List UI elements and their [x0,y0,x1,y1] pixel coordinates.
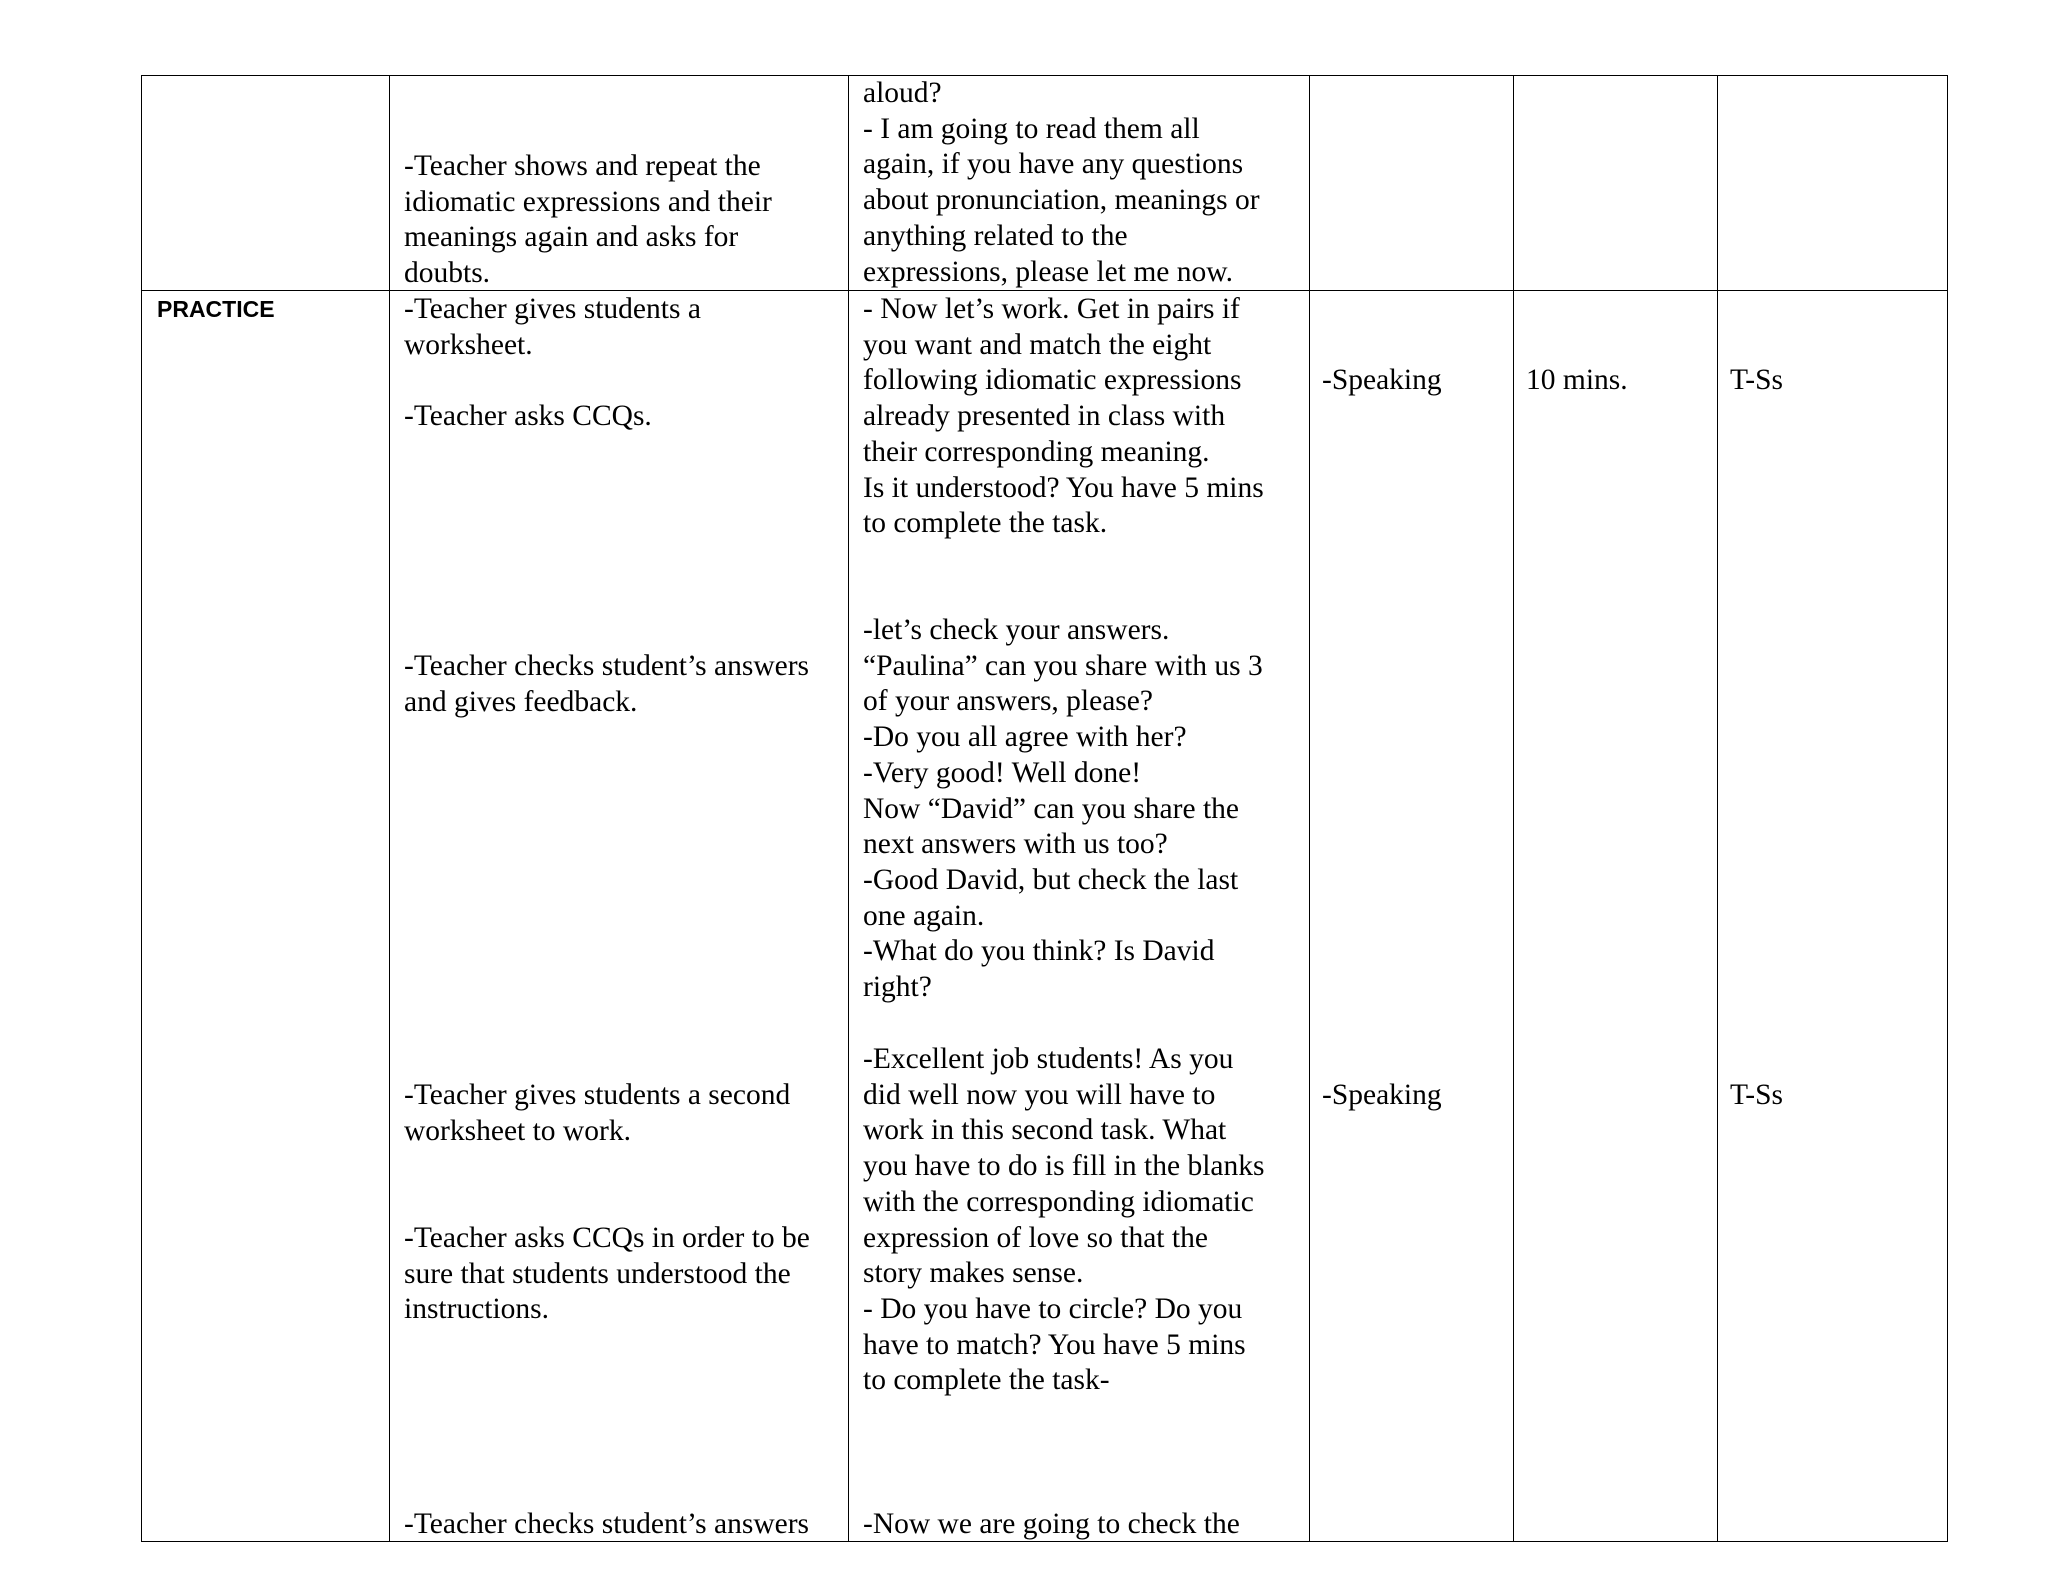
column-divider [1513,76,1514,1541]
procedure-item: -Teacher asks CCQs. [404,400,652,432]
procedure-item: -Teacher checks student’s answers [404,1508,810,1540]
language-item: - Now let’s work. Get in pairs if you want and match the eight following idiomatic expressions already presented in class with their corresponding meaning. Is it understood? You have 5 mins to complete the task. [863,293,1264,540]
interaction-item: T-Ss [1730,1079,1784,1111]
column-divider [848,76,849,1541]
procedure-item: -Teacher asks CCQs in order to be sure that students understood the instructions. [404,1222,810,1326]
interaction-item: T-Ss [1730,364,1784,396]
skill-item: -Speaking [1322,364,1442,396]
procedure-item: -Teacher checks student’s answers and gives feedback. [404,650,810,718]
procedure-item: -Teacher gives students a second worksheet to work. [404,1079,791,1147]
skill-item: -Speaking [1322,1079,1442,1111]
procedure-item: -Teacher gives students a worksheet. [404,293,701,361]
language-cell-row1: aloud? - I am going to read them all again, if you have any questions about pronunciation, meanings or anything related to the expressions, please let me now. [863,77,1260,288]
procedure-cell-row1: -Teacher shows and repeat the idiomatic expressions and their meanings again and asks for doubts. [404,150,772,290]
language-item: -let’s check your answers. “Paulina” can you share with us 3 of your answers, please? -Do you all agree with her? -Very good! Well done! Now “David” can you share the next answers with us too? -Good David, but check the last one again. -What do you think? Is David right? [863,614,1263,1004]
column-divider [1717,76,1718,1541]
language-item: -Now we are going to check the [863,1508,1240,1540]
stage-label-practice: PRACTICE [157,296,275,322]
column-divider [389,76,390,1541]
language-item: -Excellent job students! As you did well now you will have to work in this second task. What you have to do is fill in the blanks with the corresponding idiomatic expression of love so that the story makes sense. - Do you have to circle? Do you have to match? You have 5 mins to complete the task- [863,1043,1265,1397]
time-item: 10 mins. [1526,364,1628,396]
column-divider [1309,76,1310,1541]
